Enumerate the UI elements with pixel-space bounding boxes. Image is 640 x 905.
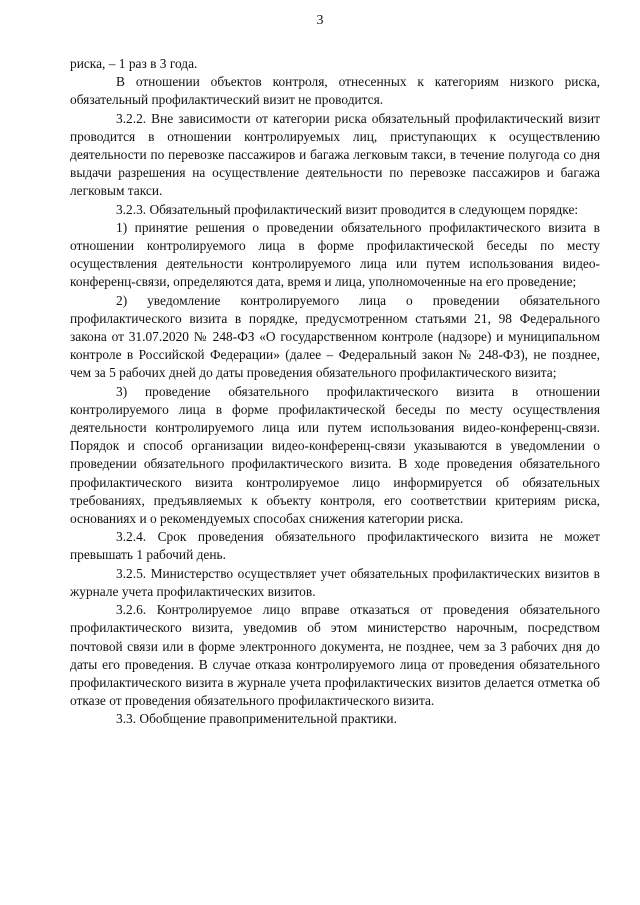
paragraph-3-2-2: 3.2.2. Вне зависимости от категории риска обязательный профилактический визит проводится в отношении контролируемых лиц, приступающих к осуществлению деятельности по перевозке пассажиров и багажа легковым такси, в течение полугода со дня выдачи разрешения на осуществление деятельности по перевозке пассажиров и багажа легковым такси. [70, 110, 600, 199]
paragraph-continuation: риска, – 1 раз в 3 года. [70, 56, 198, 71]
page-number: 3 [316, 13, 324, 28]
list-item-3: 3) проведение обязательного профилактического визита в отношении контролируемого лица в форме профилактической беседы по месту осуществления деятельности контролируемого лица или путем использования видео-конференц-связи. Порядок и способ организации видео-конференц-связи указываются в уведомлении о проведении обязательного профилактического визита. В ходе проведения обязательного профилактического визита контролируемое лицо информируется об обязательных требованиях, предъявляемых к объекту контроля, его соответствии критериям риска, основаниях и о рекомендуемых способах снижения категории риска. [70, 383, 600, 527]
list-item-1: 1) принятие решения о проведении обязательного профилактического визита в отношении контролируемого лица в форме профилактической беседы по месту осуществления деятельности контролируемого лица или путем использования видео-конференц-связи, определяются дата, время и лица, уполномоченные на его проведение; [70, 219, 600, 290]
list-item-2: 2) уведомление контролируемого лица о проведении обязательного профилактического визита в порядке, предусмотренном статьями 21, 98 Федерального закона от 31.07.2020 № 248-ФЗ «О государственном контроле (надзоре) и муниципальном контроле в Российской Федерации» (далее – Федеральный закон № 248-ФЗ), не позднее, чем за 5 рабочих дней до даты проведения обязательного профилактического визита; [70, 292, 600, 381]
paragraph-3-3: 3.3. Обобщение правоприменительной практики. [116, 711, 397, 727]
document-body [70, 55, 600, 729]
paragraph-low-risk: В отношении объектов контроля, отнесенных к категориям низкого риска, обязательный профилактический визит не проводится. [70, 74, 600, 108]
paragraph-3-2-6: 3.2.6. Контролируемое лицо вправе отказаться от проведения обязательного профилактического визита, уведомив об этом министерство нарочным, посредством почтовой связи или в форме электронного документа, не позднее, чем за 3 рабочих дня до даты его проведения. В случае отказа контролируемого лица от проведения обязательного профилактического визита в журнале учета профилактических визитов делается отметка об отказе от проведения обязательного профилактического визита. [70, 602, 600, 709]
paragraph-3-2-3: 3.2.3. Обязательный профилактический визит проводится в следующем порядке: [116, 201, 579, 217]
paragraph-3-2-4: 3.2.4. Срок проведения обязательного профилактического визита не может превышать 1 рабочий день. [70, 529, 600, 563]
paragraph-3-2-5: 3.2.5. Министерство осуществляет учет обязательных профилактических визитов в журнале учета профилактических визитов. [70, 565, 600, 599]
